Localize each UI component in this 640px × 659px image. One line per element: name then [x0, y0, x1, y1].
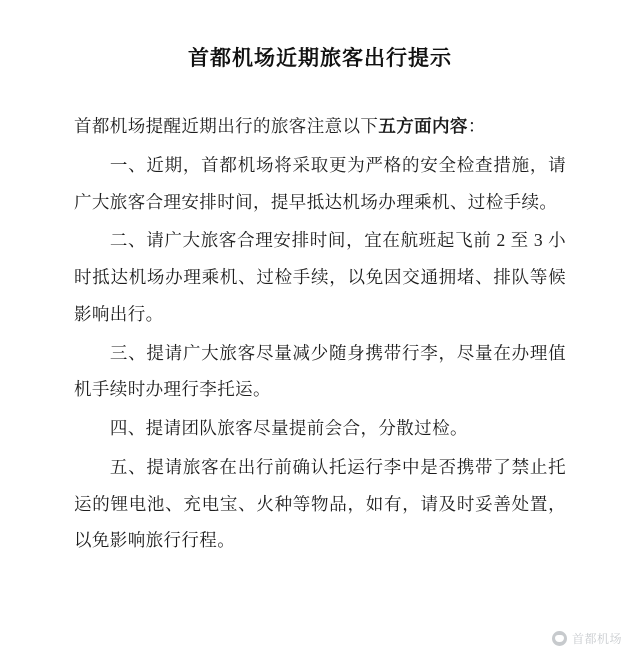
lead-prefix: 首都机场提醒近期出行的旅客注意以下	[74, 116, 379, 136]
watermark	[552, 630, 622, 647]
paragraph-item-2: 二、请广大旅客合理安排时间，宜在航班起飞前 2 至 3 小时抵达机场办理乘机、过检手续，以免因交通拥堵、排队等候影响出行。	[74, 230, 566, 324]
lead-emphasis: 五方面内容	[378, 116, 468, 136]
watermark-label: 首都机场	[571, 632, 622, 646]
paragraph-item-1: 一、近期，首都机场将采取更为严格的安全检查措施，请广大旅客合理安排时间，提早抵达机场办理乘机、过检手续。	[74, 154, 566, 212]
weibo-logo-icon	[552, 631, 567, 646]
lead-paragraph	[74, 108, 566, 145]
document-body	[0, 108, 640, 559]
paragraph-item-4: 四、提请团队旅客尽量提前会合，分散过检。	[109, 418, 468, 438]
page-title: 首都机场近期旅客出行提示	[188, 46, 452, 70]
paragraph-item-5: 五、提请旅客在出行前确认托运行李中是否携带了禁止托运的锂电池、充电宝、火种等物品，如有，请及时妥善处置，以免影响旅行行程。	[74, 456, 566, 551]
paragraph-item-3: 三、提请广大旅客尽量减少随身携带行李，尽量在办理值机手续时办理行李托运。	[74, 342, 566, 400]
lead-suffix: ：	[467, 116, 486, 136]
